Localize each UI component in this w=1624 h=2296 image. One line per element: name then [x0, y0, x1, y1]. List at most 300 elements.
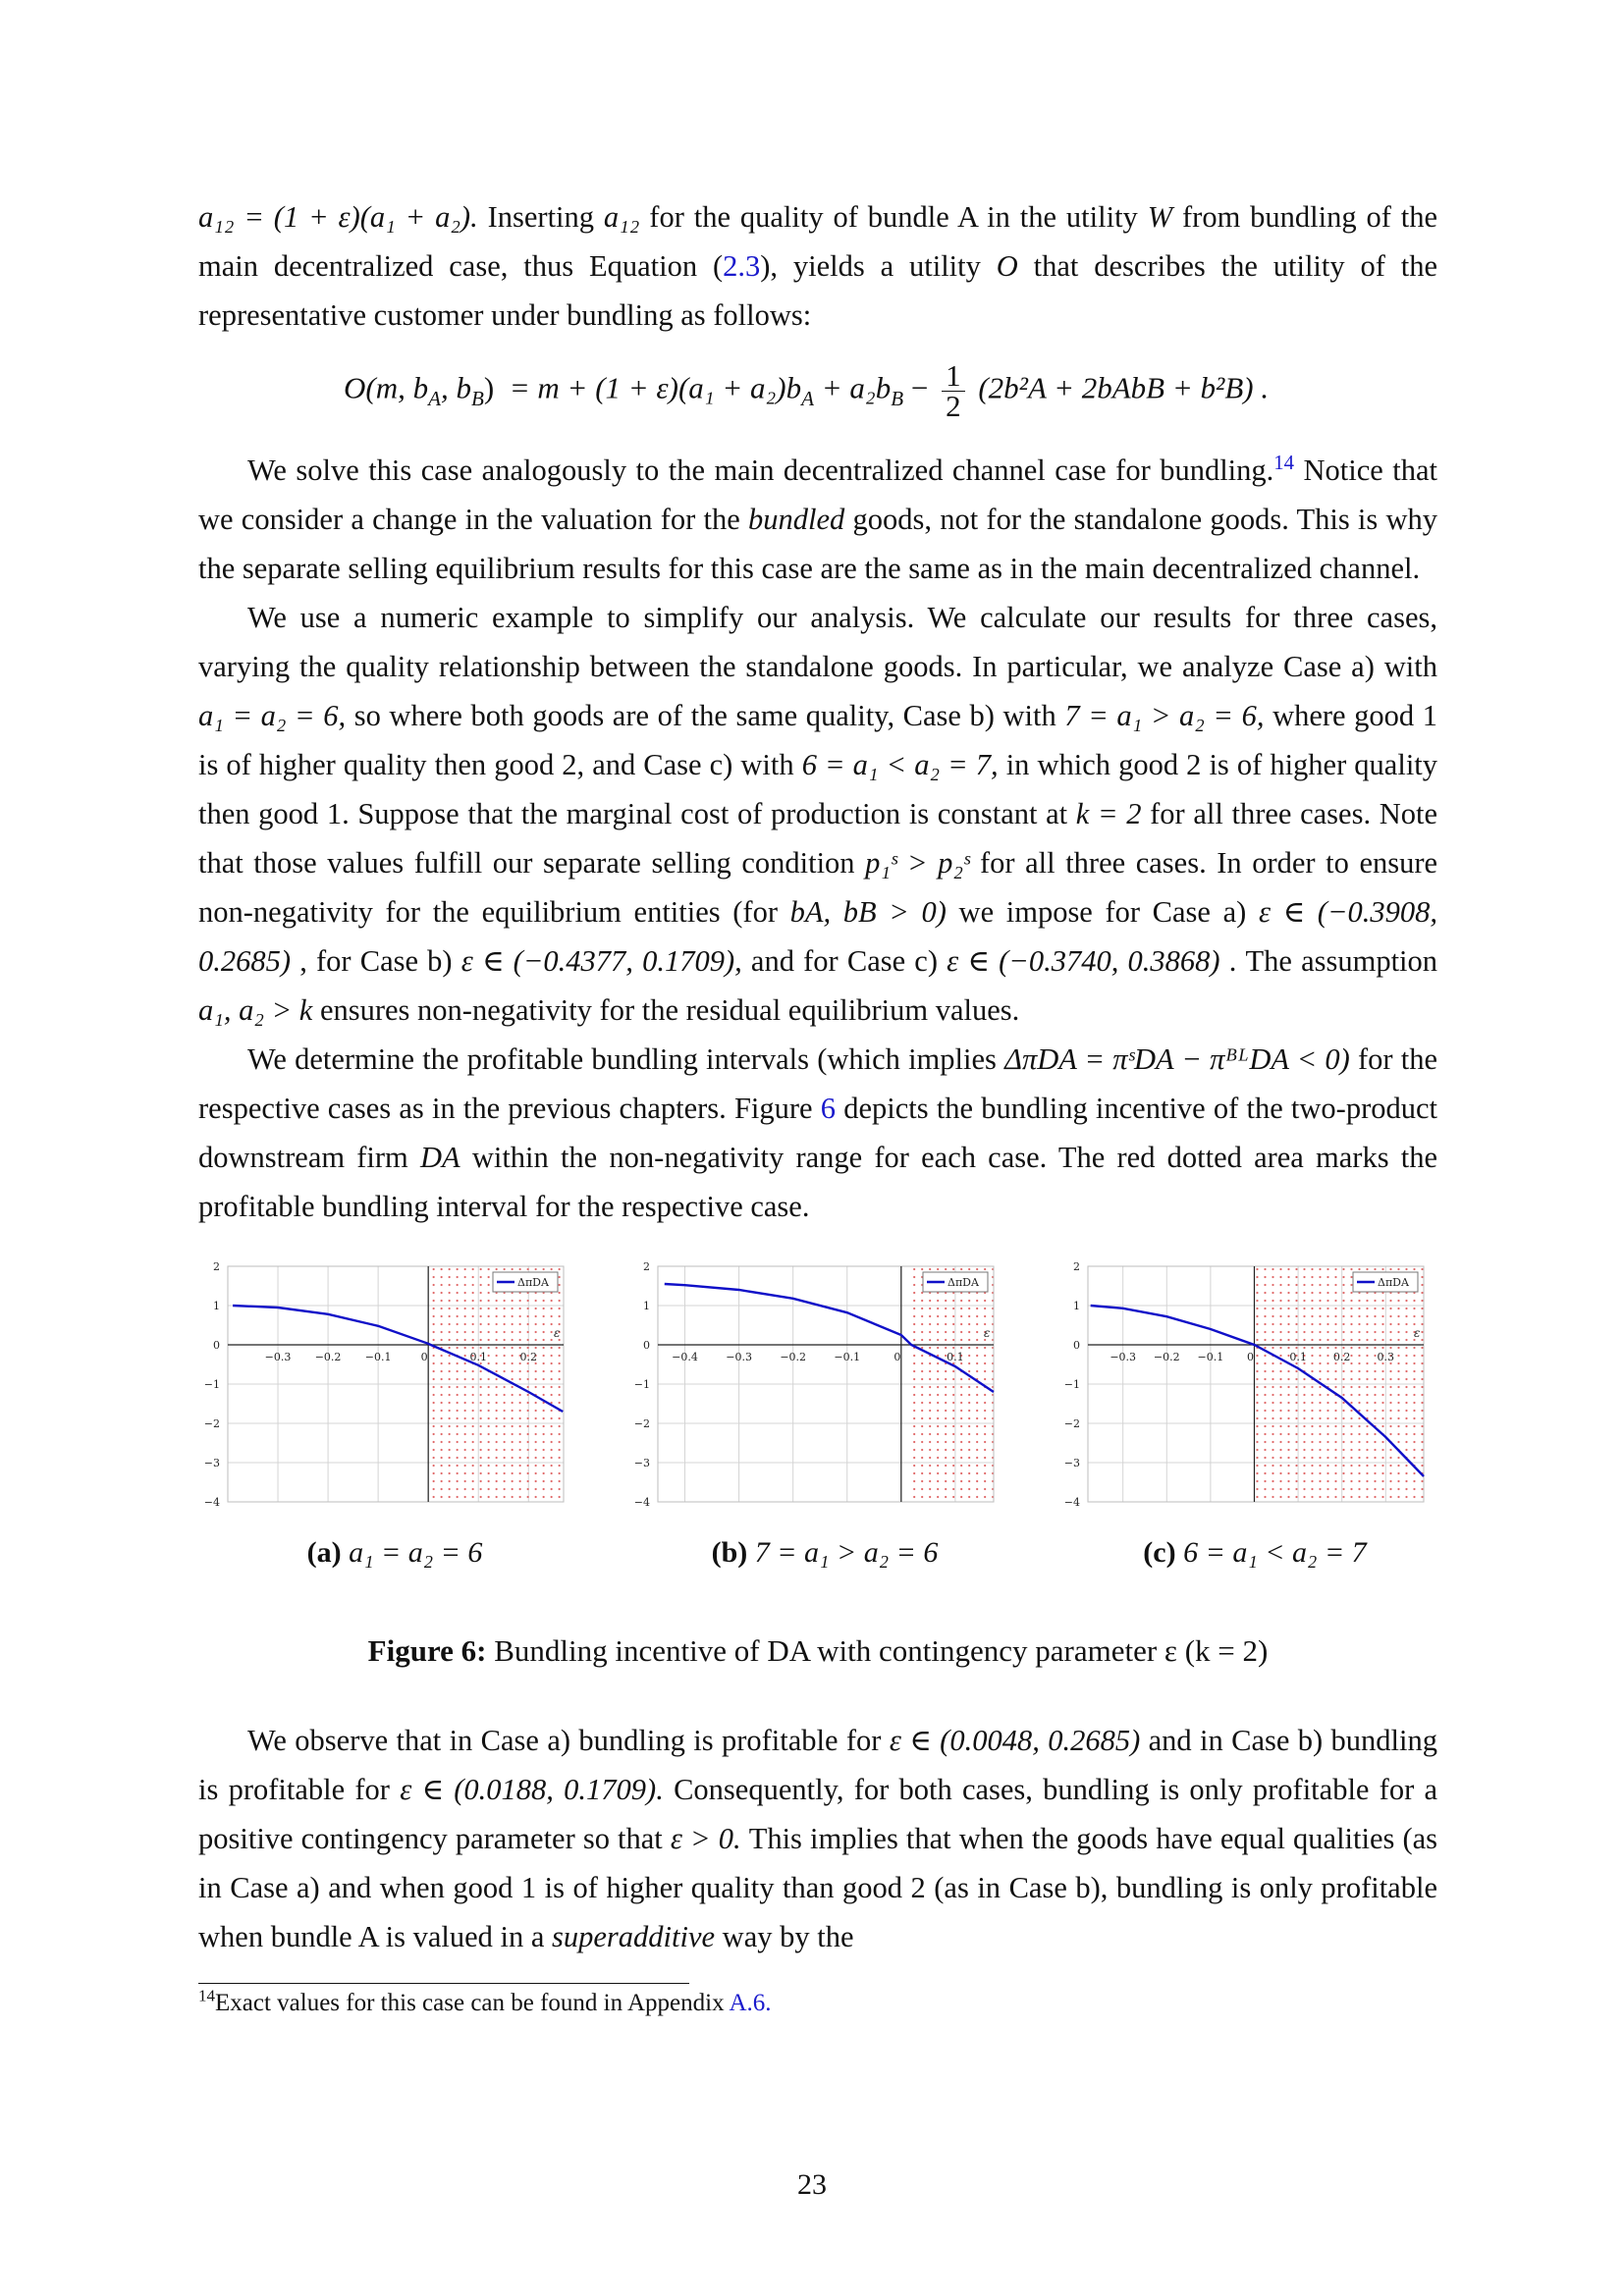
profitable-dot: [1350, 1292, 1352, 1294]
profitable-dot: [1311, 1315, 1313, 1317]
fraction-one-half: $\frac{1}{2}$: [942, 361, 965, 421]
profitable-dot: [1264, 1433, 1266, 1435]
profitable-dot: [1279, 1386, 1281, 1388]
profitable-dot: [464, 1410, 466, 1412]
profitable-dot: [937, 1472, 939, 1474]
profitable-dot: [1303, 1300, 1305, 1302]
profitable-dot: [921, 1331, 923, 1333]
profitable-dot: [472, 1331, 474, 1333]
profitable-dot: [1272, 1410, 1273, 1412]
figure-caption: Figure 6: Bundling incentive of DA with contingency parameter ε (k = 2): [367, 1633, 1269, 1668]
profitable-dot: [559, 1496, 561, 1498]
profitable-dot: [1381, 1496, 1383, 1498]
profitable-dot: [1279, 1284, 1281, 1286]
profitable-dot: [1405, 1378, 1407, 1380]
profitable-dot: [937, 1370, 939, 1372]
profitable-dot: [543, 1433, 545, 1435]
profitable-dot: [929, 1394, 931, 1396]
profitable-dot: [1350, 1355, 1352, 1357]
profitable-dot: [1405, 1355, 1407, 1357]
profitable-dot: [551, 1323, 553, 1325]
profitable-dot: [968, 1472, 970, 1474]
profitable-dot: [1413, 1355, 1415, 1357]
profitable-dot: [535, 1417, 537, 1419]
profitable-dot: [535, 1496, 537, 1498]
profitable-dot: [543, 1457, 545, 1459]
appendix-link[interactable]: A.6.: [729, 1990, 772, 2016]
profitable-dot: [968, 1323, 970, 1325]
profitable-dot: [921, 1378, 923, 1380]
y-tick-label: −3: [633, 1457, 650, 1469]
profitable-dot: [433, 1465, 435, 1467]
profitable-dot: [921, 1480, 923, 1482]
profitable-dot: [1342, 1472, 1344, 1474]
profitable-dot: [1279, 1417, 1281, 1419]
profitable-dot: [1334, 1425, 1336, 1427]
profitable-dot: [1319, 1465, 1321, 1467]
profitable-dot: [1397, 1433, 1399, 1435]
profitable-dot: [496, 1362, 498, 1364]
profitable-dot: [1287, 1410, 1289, 1412]
profitable-dot: [984, 1488, 986, 1490]
profitable-dot: [1421, 1394, 1423, 1396]
profitable-dot: [504, 1402, 506, 1404]
profitable-dot: [535, 1386, 537, 1388]
profitable-dot: [535, 1433, 537, 1435]
profitable-dot: [519, 1433, 521, 1435]
legend: [1353, 1272, 1418, 1292]
profitable-dot: [480, 1284, 482, 1286]
profitable-dot: [527, 1472, 529, 1474]
profitable-dot: [1421, 1441, 1423, 1443]
profitable-dot: [1405, 1410, 1407, 1412]
profitable-dot: [1397, 1347, 1399, 1349]
profitable-dot: [945, 1315, 947, 1317]
profitable-dot: [1303, 1284, 1305, 1286]
profitable-dot: [1334, 1378, 1336, 1380]
profitable-dot: [1405, 1386, 1407, 1388]
profitable-dot: [1295, 1331, 1297, 1333]
profitable-dot: [1272, 1300, 1273, 1302]
profitable-dot: [441, 1465, 443, 1467]
profitable-dot: [1389, 1339, 1391, 1341]
profitable-dot: [937, 1465, 939, 1467]
profitable-dot: [527, 1488, 529, 1490]
profitable-dot: [1389, 1465, 1391, 1467]
profitable-dot: [559, 1347, 561, 1349]
profitable-dot: [968, 1402, 970, 1404]
profitable-dot: [449, 1300, 451, 1302]
profitable-dot: [433, 1284, 435, 1286]
profitable-dot: [1342, 1433, 1344, 1435]
profitable-dot: [1421, 1449, 1423, 1451]
profitable-dot: [937, 1449, 939, 1451]
profitable-dot: [921, 1417, 923, 1419]
profitable-dot: [1272, 1441, 1273, 1443]
profitable-dot: [1397, 1402, 1399, 1404]
profitable-dot: [559, 1480, 561, 1482]
profitable-dot: [1272, 1323, 1273, 1325]
profitable-dot: [512, 1339, 514, 1341]
profitable-dot: [945, 1465, 947, 1467]
profitable-dot: [1311, 1347, 1313, 1349]
profitable-dot: [1421, 1300, 1423, 1302]
profitable-dot: [929, 1433, 931, 1435]
profitable-dot: [921, 1472, 923, 1474]
profitable-dot: [1287, 1300, 1289, 1302]
profitable-dot: [1326, 1300, 1328, 1302]
profitable-dot: [960, 1315, 962, 1317]
footnote-mark[interactable]: 14: [1273, 452, 1295, 474]
profitable-dot: [457, 1300, 459, 1302]
paragraph-intro: a₁₂ = (1 + ε)(a₁ + a₂). Inserting a₁₂ for the quality of bundle A in the utility W from bundling of the main decentralized case, thus Equation (2.3), yields a utility O that describes the utility of the representative customer under bundling as follows:: [198, 200, 1438, 332]
profitable-dot: [1342, 1276, 1344, 1278]
profitable-dot: [1413, 1417, 1415, 1419]
profitable-dot: [968, 1386, 970, 1388]
profitable-dot: [1326, 1449, 1328, 1451]
x-tick-label: 0.2: [519, 1351, 538, 1363]
profitable-dot: [1256, 1355, 1258, 1357]
profitable-dot: [1405, 1433, 1407, 1435]
profitable-dot: [496, 1268, 498, 1270]
profitable-dot: [1272, 1449, 1273, 1451]
profitable-dot: [512, 1433, 514, 1435]
profitable-dot: [1272, 1402, 1273, 1404]
profitable-dot: [1421, 1315, 1423, 1317]
profitable-dot: [543, 1378, 545, 1380]
profitable-dot: [1279, 1362, 1281, 1364]
profitable-dot: [496, 1433, 498, 1435]
profitable-dot: [504, 1449, 506, 1451]
y-tick-label: 0: [643, 1339, 650, 1352]
profitable-dot: [968, 1300, 970, 1302]
profitable-dot: [512, 1402, 514, 1404]
profitable-dot: [984, 1355, 986, 1357]
profitable-dot: [1256, 1457, 1258, 1459]
profitable-dot: [1358, 1370, 1360, 1372]
profitable-dot: [472, 1268, 474, 1270]
profitable-dot: [952, 1386, 954, 1388]
profitable-dot: [1342, 1488, 1344, 1490]
profitable-dot: [1358, 1433, 1360, 1435]
profitable-dot: [496, 1425, 498, 1427]
y-tick-label: −2: [1063, 1417, 1080, 1430]
profitable-dot: [1295, 1472, 1297, 1474]
profitable-dot: [472, 1480, 474, 1482]
profitable-dot: [1413, 1472, 1415, 1474]
profitable-dot: [488, 1449, 490, 1451]
profitable-dot: [1350, 1449, 1352, 1451]
profitable-dot: [1256, 1417, 1258, 1419]
profitable-dot: [488, 1410, 490, 1412]
profitable-dot: [913, 1386, 915, 1388]
profitable-dot: [1334, 1331, 1336, 1333]
profitable-dot: [1272, 1331, 1273, 1333]
profitable-dot: [960, 1480, 962, 1482]
profitable-dot: [441, 1378, 443, 1380]
profitable-dot: [1326, 1347, 1328, 1349]
profitable-dot: [1279, 1425, 1281, 1427]
profitable-dot: [1381, 1268, 1383, 1270]
profitable-dot: [1421, 1488, 1423, 1490]
profitable-dot: [1374, 1355, 1376, 1357]
profitable-dot: [449, 1339, 451, 1341]
profitable-dot: [1342, 1425, 1344, 1427]
profitable-dot: [512, 1465, 514, 1467]
profitable-dot: [441, 1433, 443, 1435]
profitable-dot: [1319, 1370, 1321, 1372]
profitable-dot: [535, 1441, 537, 1443]
profitable-dot: [1303, 1394, 1305, 1396]
profitable-dot: [527, 1308, 529, 1309]
profitable-dot: [1256, 1449, 1258, 1451]
profitable-dot: [1389, 1331, 1391, 1333]
profitable-dot: [968, 1457, 970, 1459]
profitable-dot: [1350, 1300, 1352, 1302]
figure-link[interactable]: 6: [820, 1092, 837, 1125]
profitable-dot: [1366, 1488, 1368, 1490]
profitable-dot: [945, 1488, 947, 1490]
profitable-dot: [1326, 1441, 1328, 1443]
profitable-dot: [1350, 1276, 1352, 1278]
profitable-dot: [543, 1488, 545, 1490]
profitable-dot: [457, 1488, 459, 1490]
profitable-dot: [929, 1417, 931, 1419]
profitable-dot: [1311, 1355, 1313, 1357]
profitable-dot: [1319, 1378, 1321, 1380]
profitable-dot: [921, 1323, 923, 1325]
profitable-dot: [1264, 1496, 1266, 1498]
profitable-dot: [1421, 1433, 1423, 1435]
profitable-dot: [937, 1339, 939, 1341]
profitable-dot: [1272, 1417, 1273, 1419]
profitable-dot: [433, 1433, 435, 1435]
profitable-dot: [1389, 1300, 1391, 1302]
profitable-dot: [480, 1472, 482, 1474]
profitable-dot: [433, 1402, 435, 1404]
profitable-dot: [464, 1433, 466, 1435]
profitable-dot: [952, 1410, 954, 1412]
profitable-dot: [1279, 1410, 1281, 1412]
profitable-dot: [519, 1331, 521, 1333]
profitable-dot: [1405, 1323, 1407, 1325]
profitable-dot: [937, 1441, 939, 1443]
profitable-dot: [1421, 1496, 1423, 1498]
profitable-dot: [480, 1394, 482, 1396]
equation-link[interactable]: 2.3: [723, 249, 761, 283]
profitable-dot: [512, 1410, 514, 1412]
profitable-dot: [551, 1441, 553, 1443]
x-tick-label: −0.1: [834, 1351, 861, 1363]
profitable-dot: [1358, 1441, 1360, 1443]
profitable-dot: [527, 1386, 529, 1388]
profitable-dot: [976, 1300, 978, 1302]
profitable-dot: [512, 1300, 514, 1302]
profitable-dot: [1295, 1292, 1297, 1294]
profitable-dot: [464, 1480, 466, 1482]
profitable-dot: [1264, 1465, 1266, 1467]
profitable-dot: [457, 1394, 459, 1396]
profitable-dot: [1311, 1300, 1313, 1302]
profitable-dot: [937, 1386, 939, 1388]
profitable-dot: [1287, 1449, 1289, 1451]
profitable-dot: [960, 1457, 962, 1459]
profitable-dot: [968, 1465, 970, 1467]
profitable-dot: [496, 1488, 498, 1490]
profitable-dot: [921, 1433, 923, 1435]
profitable-dot: [504, 1457, 506, 1459]
profitable-dot: [1311, 1323, 1313, 1325]
profitable-dot: [449, 1465, 451, 1467]
profitable-dot: [1405, 1394, 1407, 1396]
profitable-dot: [441, 1331, 443, 1333]
profitable-dot: [464, 1488, 466, 1490]
profitable-dot: [449, 1488, 451, 1490]
profitable-dot: [1374, 1465, 1376, 1467]
profitable-dot: [1319, 1347, 1321, 1349]
profitable-dot: [488, 1292, 490, 1294]
profitable-dot: [984, 1449, 986, 1451]
profitable-dot: [1295, 1417, 1297, 1419]
x-tick-label: 0.1: [469, 1351, 487, 1363]
profitable-dot: [551, 1378, 553, 1380]
profitable-dot: [1311, 1480, 1313, 1482]
profitable-dot: [1358, 1347, 1360, 1349]
profitable-dot: [984, 1465, 986, 1467]
profitable-dot: [433, 1300, 435, 1302]
profitable-dot: [1374, 1410, 1376, 1412]
x-tick-label: −0.3: [1110, 1351, 1137, 1363]
profitable-dot: [1272, 1315, 1273, 1317]
profitable-dot: [1342, 1370, 1344, 1372]
profitable-dot: [1264, 1339, 1266, 1341]
x-tick-label: −0.3: [264, 1351, 292, 1363]
profitable-dot: [1264, 1308, 1266, 1309]
profitable-dot: [1389, 1472, 1391, 1474]
profitable-dot: [1272, 1347, 1273, 1349]
x-tick-label: −0.4: [672, 1351, 698, 1363]
profitable-dot: [1350, 1433, 1352, 1435]
profitable-dot: [984, 1323, 986, 1325]
profitable-dot: [1413, 1496, 1415, 1498]
profitable-dot: [1421, 1465, 1423, 1467]
x-axis-label: ε: [984, 1326, 991, 1340]
profitable-dot: [543, 1441, 545, 1443]
profitable-dot: [1256, 1323, 1258, 1325]
profitable-dot: [519, 1315, 521, 1317]
profitable-dot: [937, 1362, 939, 1364]
profitable-dot: [441, 1315, 443, 1317]
profitable-dot: [433, 1488, 435, 1490]
profitable-dot: [1374, 1480, 1376, 1482]
profitable-dot: [1319, 1331, 1321, 1333]
profitable-dot: [1397, 1457, 1399, 1459]
profitable-dot: [913, 1308, 915, 1309]
profitable-dot: [559, 1268, 561, 1270]
profitable-dot: [968, 1410, 970, 1412]
profitable-dot: [543, 1370, 545, 1372]
profitable-dot: [1350, 1496, 1352, 1498]
profitable-dot: [1374, 1402, 1376, 1404]
profitable-dot: [1350, 1347, 1352, 1349]
profitable-dot: [535, 1323, 537, 1325]
profitable-dot: [1358, 1362, 1360, 1364]
x-tick-label: 0: [893, 1351, 901, 1363]
profitable-dot: [472, 1410, 474, 1412]
profitable-dot: [1366, 1410, 1368, 1412]
profitable-dot: [1374, 1323, 1376, 1325]
profitable-dot: [1397, 1268, 1399, 1270]
profitable-dot: [1397, 1441, 1399, 1443]
profitable-dot: [1303, 1308, 1305, 1309]
profitable-dot: [519, 1347, 521, 1349]
profitable-dot: [496, 1347, 498, 1349]
profitable-dot: [433, 1308, 435, 1309]
profitable-dot: [496, 1410, 498, 1412]
profitable-dot: [433, 1362, 435, 1364]
profitable-dot: [1279, 1331, 1281, 1333]
profitable-dot: [960, 1425, 962, 1427]
x-tick-label: −0.1: [364, 1351, 392, 1363]
profitable-dot: [457, 1441, 459, 1443]
profitable-dot: [1326, 1339, 1328, 1341]
profitable-dot: [937, 1347, 939, 1349]
profitable-dot: [1279, 1347, 1281, 1349]
profitable-dot: [945, 1472, 947, 1474]
profitable-dot: [464, 1339, 466, 1341]
profitable-dot: [433, 1370, 435, 1372]
profitable-dot: [960, 1300, 962, 1302]
profitable-dot: [1256, 1480, 1258, 1482]
math-a12-definition: a₁₂ = (1 + ε)(a₁ + a₂).: [198, 200, 478, 234]
profitable-dot: [1342, 1347, 1344, 1349]
x-tick-label: 0.3: [1377, 1351, 1395, 1363]
profitable-dot: [1334, 1465, 1336, 1467]
profitable-dot: [551, 1315, 553, 1317]
profitable-dot: [1295, 1347, 1297, 1349]
profitable-dot: [480, 1308, 482, 1309]
profitable-dot: [512, 1417, 514, 1419]
profitable-dot: [1397, 1488, 1399, 1490]
profitable-dot: [952, 1457, 954, 1459]
profitable-dot: [1295, 1300, 1297, 1302]
x-tick-label: −0.2: [314, 1351, 342, 1363]
profitable-dot: [527, 1433, 529, 1435]
profitable-dot: [937, 1457, 939, 1459]
profitable-dot: [937, 1323, 939, 1325]
profitable-dot: [504, 1433, 506, 1435]
profitable-dot: [464, 1347, 466, 1349]
profitable-dot: [984, 1315, 986, 1317]
profitable-dot: [1350, 1410, 1352, 1412]
profitable-dot: [496, 1480, 498, 1482]
profitable-dot: [1264, 1441, 1266, 1443]
profitable-dot: [1319, 1449, 1321, 1451]
profitable-dot: [984, 1496, 986, 1498]
profitable-dot: [441, 1339, 443, 1341]
profitable-dot: [945, 1402, 947, 1404]
profitable-dot: [1389, 1386, 1391, 1388]
profitable-dot: [921, 1465, 923, 1467]
profitable-dot: [976, 1386, 978, 1388]
profitable-dot: [952, 1449, 954, 1451]
profitable-dot: [464, 1370, 466, 1372]
profitable-dot: [968, 1362, 970, 1364]
profitable-dot: [1334, 1300, 1336, 1302]
profitable-dot: [921, 1386, 923, 1388]
profitable-dot: [1381, 1465, 1383, 1467]
profitable-dot: [1374, 1339, 1376, 1341]
